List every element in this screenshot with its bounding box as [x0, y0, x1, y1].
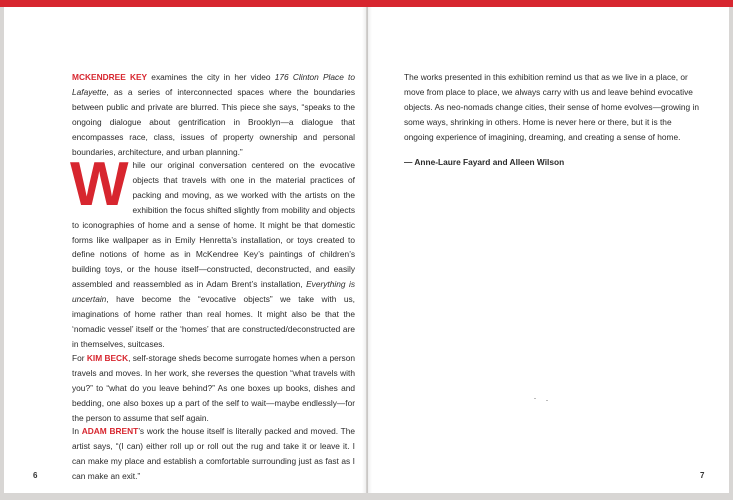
paragraph-text: , as a series of interconnected spaces where the boundaries between public and private are blurred. This piece she says, “speaks to the ongoing dialogue about gentrification in Brooklyn—a dialogue that encompasses race, class, issues of property ownership and personal boundaries, architecture, and urban planning.” — [72, 86, 355, 157]
artist-name-mckendree-key: MCKENDREE KEY — [72, 72, 148, 82]
drop-cap: W — [70, 150, 127, 219]
author-signature: — Anne-Laure Fayard and Alleen Wilson — [404, 157, 565, 167]
paragraph-text: examines the city in her video — [147, 72, 275, 82]
paragraph-text: , self-storage sheds become surrogate homes when a person travels and moves. In her work, she reverses the question “what travels with you?” to “what do you leave behind?” As one boxes up books, dishes and bedding, one also boxes up a part of the self to wait—maybe endlessly—for the person to assume that self again. — [72, 353, 355, 423]
book-gutter — [362, 7, 372, 493]
paragraph-text: , have become the “evocative objects” we take with us, imaginations of home rather than real homes. It might also be that the ‘nomadic vessel’ itself or the ‘homes’ that are constructed/deconstructed are in themselves, suitcases. — [72, 294, 355, 349]
paragraph-adam-brent — [72, 424, 355, 484]
page-number-left: 6 — [33, 471, 38, 480]
print-speck — [534, 398, 536, 399]
paragraph-conclusion: The works presented in this exhibition remind us that as we live in a place, or move from place to place, we always carry with us and leave behind evocative objects. As neo-nomads change cities, their sense of home evolves—growing in some ways, shrinking in others. Home is never here or there, but it is the ongoing experience of imagining, dreaming, and creating a sense of home. — [404, 72, 699, 142]
paragraph-text: In — [72, 426, 82, 436]
paragraph-text: hile our original conversation centered on the evocative objects that travels with one in the material practices of packing and moving, as we worked with the artists on the exhibition the focus shifted slightly from mobility and objects to iconographies of home and a sense of home. It might be that domestic forms like wallpaper as in Emily Henretta’s installation, or toys created to define notions of home as in McKendree Key’s paintings of children’s building toys, or the house itself—constructed, deconstructed, and easily assembled and reassembled as in Adam Brent’s installation, — [72, 160, 355, 290]
work-title: Everything is uncertain — [72, 279, 356, 305]
paragraph-mckendree-key — [72, 70, 355, 159]
artist-name-adam-brent: ADAM BRENT — [81, 426, 139, 436]
print-speck — [546, 400, 548, 401]
top-red-band — [0, 0, 733, 7]
paragraph-intro — [70, 150, 356, 352]
artist-name-kim-beck: KIM BECK — [86, 353, 129, 363]
paragraph-text: For — [72, 353, 87, 363]
work-title: 176 Clinton Place to Lafayette — [72, 72, 356, 97]
page-number-right: 7 — [700, 471, 705, 480]
paragraph-kim-beck — [72, 351, 355, 426]
paragraph-text: ’s work the house itself is literally packed and moved. The artist says, “(I can) either roll up or roll out the rug and take it or leave it. I can make my place and establish a comfortable surrounding just as fast as I can make an exit.” — [72, 426, 355, 481]
